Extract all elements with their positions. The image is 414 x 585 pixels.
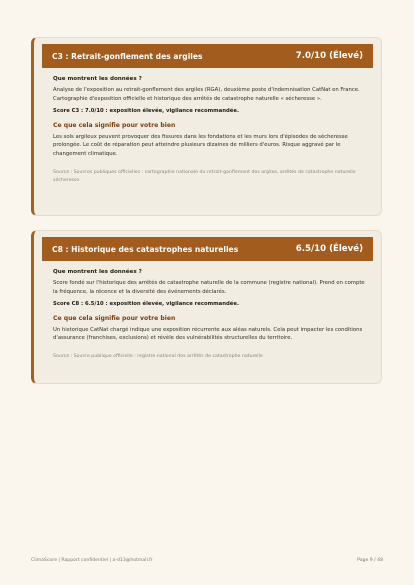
- meaning-heading: Ce que cela signifie pour votre bien: [53, 314, 176, 322]
- card-score: 6.5/10 (Élevé): [295, 244, 363, 254]
- data-description: Analyse de l'exposition au retrait-gonflement des argiles (RGA), deuxième poste d'indemnisation CatNat en France. Cartographie d'exposition officielle et historique des arrêtés de catastrophe naturelle « sécheresse ».: [53, 87, 360, 102]
- card-title: C3 : Retrait-gonflement des argiles: [52, 51, 203, 61]
- card-title: C8 : Historique des catastrophes naturelles: [52, 244, 239, 254]
- source-note: Source : Sources publiques officielles : cartographie nationale du retrait-gonflement des argiles, arrêtés de catastrophe naturelle sécheresse: [53, 169, 356, 183]
- meaning-description: Les sols argileux peuvent provoquer des fissures dans les fondations et les murs lors d'épisodes de sécheresse prolongée. Le coût de réparation peut atteindre plusieurs dizaines de milliers d'euros. Risque aggravé par le changement climatique.: [53, 133, 348, 158]
- page-number: Page 9 / 48: [357, 558, 383, 563]
- card-header: [42, 237, 373, 261]
- card-body: [53, 269, 369, 361]
- data-question-heading: Que montrent les données ?: [53, 269, 142, 275]
- score-summary: Score C8 : 6.5/10 : exposition élevée, vigilance recommandée.: [53, 300, 239, 307]
- data-question-heading: Que montrent les données ?: [53, 76, 142, 82]
- score-summary: Score C3 : 7.0/10 : exposition élevée, vigilance recommandée.: [53, 107, 239, 114]
- source-note: Source : Source publique officielle : registre national des arrêtés de catastrophe naturelle: [53, 354, 263, 360]
- card-header: [42, 44, 373, 68]
- criterion-card-c3: [31, 37, 382, 216]
- meaning-heading: Ce que cela signifie pour votre bien: [53, 121, 176, 129]
- criterion-card-c8: [31, 230, 382, 384]
- meaning-description: Un historique CatNat chargé indique une exposition récurrente aux aléas naturels. Cela peut impacter les conditions d'assurance (franchises, exclusions) et révèle des vulnérabilités structurelles du territoire.: [53, 326, 363, 342]
- footer-left-text: ClimaScore | Rapport confidentiel | a-d13@hotmail.fr: [31, 558, 153, 563]
- data-description: Score fondé sur l'historique des arrêtés de catastrophe naturelle de la commune (registre national). Prend en compte la fréquence, la récence et la diversité des événements déclarés.: [53, 280, 365, 295]
- card-body: [53, 76, 369, 185]
- card-score: 7.0/10 (Élevé): [295, 51, 363, 61]
